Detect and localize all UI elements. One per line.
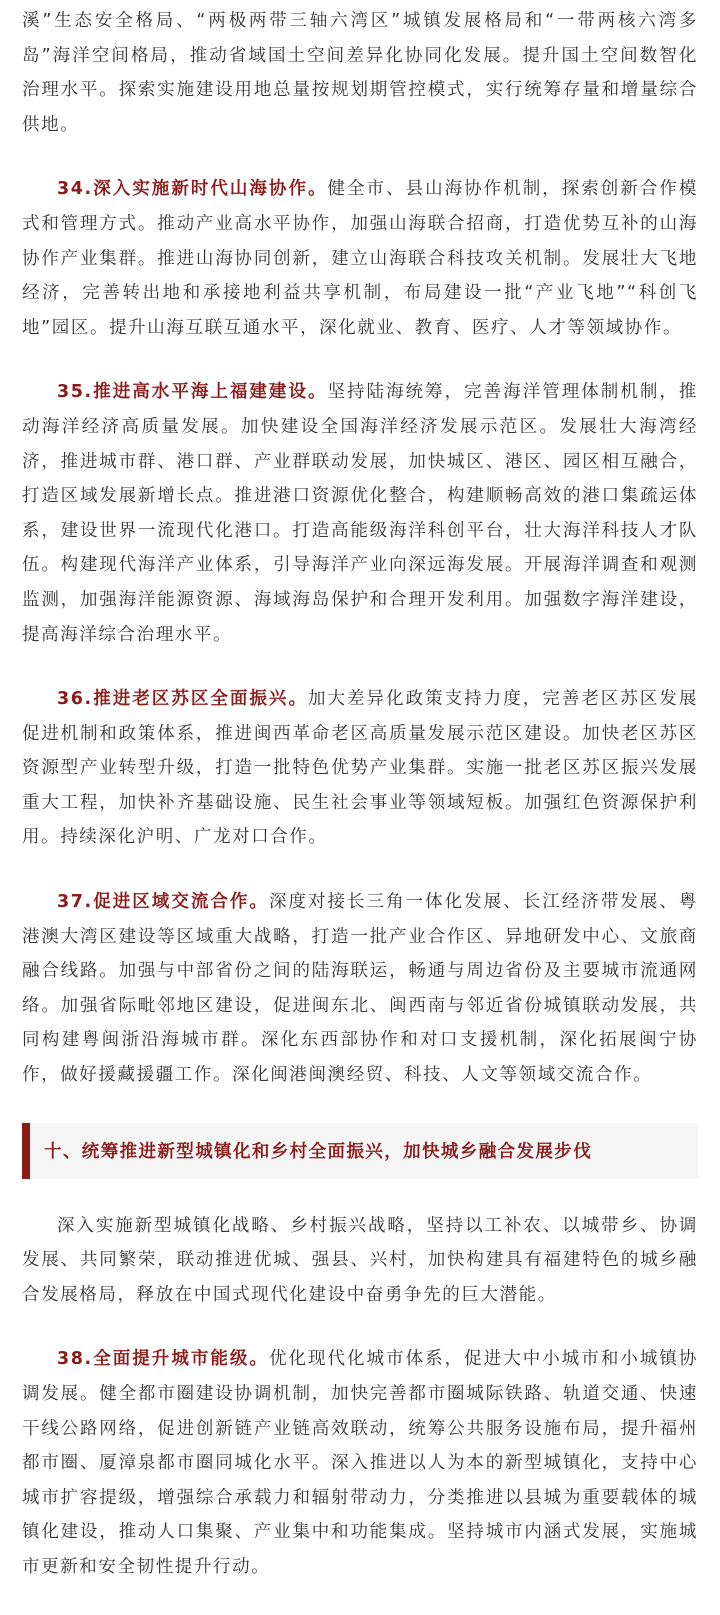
item-35-paragraph xyxy=(22,375,698,652)
section-ten-intro xyxy=(22,1209,698,1313)
item-38-paragraph xyxy=(22,1342,698,1584)
item-38-heading: 38.全面提升城市能级。 xyxy=(57,1349,269,1370)
item-35-body: 坚持陆海统筹，完善海洋管理体制机制，推动海洋经济高质量发展。加快建设全国海洋经济发展示范区。发展壮大海湾经济，推进城市群、港口群、产业群联动发展，加快城区、港区、园区相互融合，打造区域发展新增长点。推进港口资源优化整合，构建顺畅高效的港口集疏运体系，建设世界一流现代化港口。打造高能级海洋科创平台，壮大海洋科技人才队伍。构建现代海洋产业体系，引导海洋产业向深远海发展。开展海洋调查和观测监测，加强海洋能源资源、海域海岛保护和合理开发利用。加强数字海洋建设，提高海洋综合治理水平。 xyxy=(22,382,699,645)
item-37-body: 深度对接长三角一体化发展、长江经济带发展、粤港澳大湾区建设等区域重大战略，打造一批产业合作区、异地研发中心、文旅商融合线路。加强与中部省份之间的陆海联运，畅通与周边省份及主要城市流通网络。加强省际毗邻地区建设，促进闽东北、闽西南与邻近省份城镇联动发展，共同构建粤闽浙沿海城市群。深化东西部协作和对口支援机制，深化拓展闽宁协作，做好援藏援疆工作。深化闽港闽澳经贸、科技、人文等领域交流合作。 xyxy=(22,892,699,1086)
item-34-body: 健全市、县山海协作机制，探索创新合作模式和管理方式。推动产业高水平协作，加强山海联合招商，打造优势互补的山海协作产业集群。推进山海协同创新，建立山海联合科技攻关机制。发展壮大飞地经济，完善转出地和承接地利益共享机制，布局建设一批“产业飞地”“科创飞地”园区。提升山海互联互通水平，深化就业、教育、医疗、人才等领域协作。 xyxy=(22,179,699,338)
item-36-paragraph xyxy=(22,682,698,855)
item-36-heading: 36.推进老区苏区全面振兴。 xyxy=(57,689,308,710)
item-37-heading: 37.促进区域交流合作。 xyxy=(57,892,269,913)
section-ten-heading xyxy=(22,1123,698,1179)
item-35-heading: 35.推进高水平海上福建建设。 xyxy=(57,382,328,403)
item-37-paragraph xyxy=(22,885,698,1093)
item-36-body: 加大差异化政策支持力度，完善老区苏区发展促进机制和政策体系，推进闽西革命老区高质量发展示范区建设。加快老区苏区资源型产业转型升级，打造一批特色优势产业集群。实施一批老区苏区振兴发展重大工程，加快补齐基础设施、民生社会事业等领域短板。加强红色资源保护利用。持续深化沪明、广龙对口合作。 xyxy=(22,689,698,848)
item-34-paragraph xyxy=(22,172,698,345)
fragment-text: 溪”生态安全格局、“两极两带三轴六湾区”城镇发展格局和“一带两核六湾多岛”海洋空间格局，推动省域国土空间差异化协同化发展。提升国土空间数智化治理水平。探索实施建设用地总量按规划期管控模式，实行统筹存量和增量综合供地。 xyxy=(22,11,698,135)
section-ten-intro-text: 深入实施新型城镇化战略、乡村振兴战略，坚持以工补农、以城带乡、协调发展、共同繁荣，联动推进优城、强县、兴村，加快构建具有福建特色的城乡融合发展格局，释放在中国式现代化建设中奋勇争先的巨大潜能。 xyxy=(22,1215,698,1305)
section-ten-title: 十、统筹推进新型城镇化和乡村全面振兴，加快城乡融合发展步伐 xyxy=(44,1142,593,1163)
paragraph-fragment xyxy=(22,4,698,142)
item-38-body: 优化现代化城市体系，促进大中小城市和小城镇协调发展。健全都市圈建设协调机制，加快完善都市圈城际铁路、轨道交通、快速干线公路网络，促进创新链产业链高效联动，统筹公共服务设施布局，提升福州都市圈、厦漳泉都市圈同城化水平。深入推进以人为本的新型城镇化，支持中心城市扩容提级，增强综合承载力和辐射带动力，分类推进以县城为重要载体的城镇化建设，推动人口集聚、产业集中和功能集成。坚持城市内涵式发展，实施城市更新和安全韧性提升行动。 xyxy=(22,1349,699,1577)
item-34-heading: 34.深入实施新时代山海协作。 xyxy=(57,179,328,200)
